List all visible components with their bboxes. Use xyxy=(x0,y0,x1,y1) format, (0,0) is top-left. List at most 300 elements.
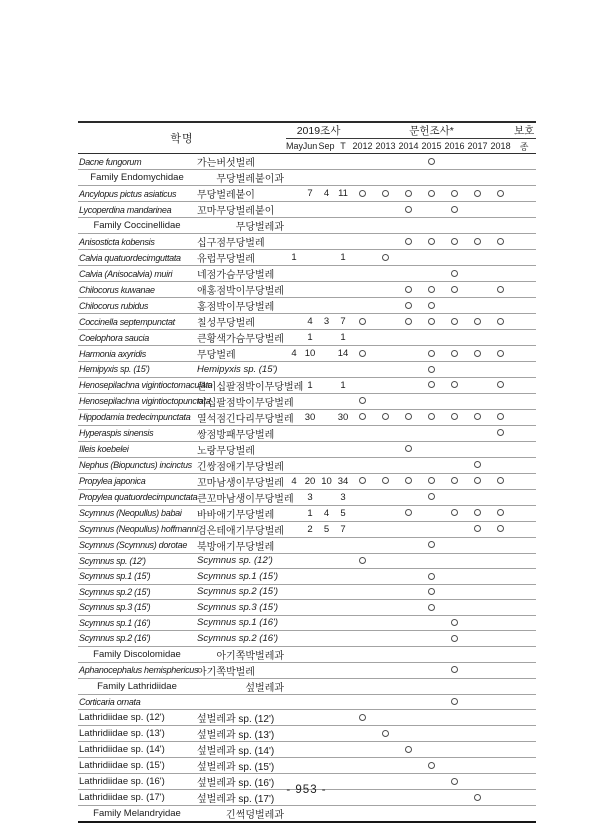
literature-year-2018 xyxy=(489,362,512,378)
literature-year-2018 xyxy=(489,726,512,742)
family-name: Family Coccinellidae xyxy=(78,218,195,234)
literature-year-2014 xyxy=(397,505,420,521)
count-jun xyxy=(302,393,318,409)
count-t xyxy=(335,425,351,441)
count-jun xyxy=(302,600,318,616)
count-may xyxy=(286,505,302,521)
literature-year-2017 xyxy=(466,393,489,409)
literature-year-2014 xyxy=(397,646,420,662)
literature-year-2015 xyxy=(420,742,443,758)
species-row xyxy=(78,505,536,521)
literature-year-2014 xyxy=(397,473,420,489)
presence-circle xyxy=(474,413,481,420)
literature-year-2015 xyxy=(420,646,443,662)
literature-year-2014 xyxy=(397,584,420,600)
literature-year-2012 xyxy=(351,202,374,218)
family-name: Family Endomychidae xyxy=(78,170,195,186)
literature-year-2013 xyxy=(374,600,397,616)
count-sep xyxy=(318,154,335,170)
literature-year-2016 xyxy=(443,631,466,647)
literature-year-2017 xyxy=(466,569,489,585)
literature-year-2016 xyxy=(443,584,466,600)
presence-circle xyxy=(428,541,435,548)
literature-year-2014 xyxy=(397,521,420,537)
literature-year-2017 xyxy=(466,806,489,823)
count-sep xyxy=(318,489,335,505)
count-may xyxy=(286,170,302,186)
count-may xyxy=(286,202,302,218)
korean-name: 긴썩덩벌레과 xyxy=(195,806,286,823)
species-row xyxy=(78,631,536,647)
literature-year-2014 xyxy=(397,631,420,647)
column-header-protected-top: 보호 xyxy=(512,122,536,139)
count-jun xyxy=(302,202,318,218)
count-may xyxy=(286,441,302,457)
literature-year-2014 xyxy=(397,202,420,218)
count-may xyxy=(286,600,302,616)
korean-name: 꼬마남생이무당벌레 xyxy=(195,473,286,489)
literature-year-2016 xyxy=(443,457,466,473)
count-jun: 1 xyxy=(302,377,318,393)
presence-circle xyxy=(405,302,412,309)
literature-year-2017 xyxy=(466,218,489,234)
species-row xyxy=(78,742,536,758)
literature-year-2016 xyxy=(443,694,466,710)
family-row xyxy=(78,646,536,662)
presence-circle xyxy=(428,588,435,595)
literature-year-2018 xyxy=(489,266,512,282)
count-t xyxy=(335,202,351,218)
literature-year-2017 xyxy=(466,186,489,202)
presence-circle xyxy=(428,762,435,769)
presence-circle xyxy=(428,366,435,373)
literature-year-2014 xyxy=(397,441,420,457)
literature-year-2012 xyxy=(351,362,374,378)
literature-year-2013 xyxy=(374,362,397,378)
scientific-name: Illeis koebelei xyxy=(78,441,195,457)
literature-year-2013 xyxy=(374,186,397,202)
species-row xyxy=(78,584,536,600)
literature-year-2013 xyxy=(374,662,397,678)
literature-year-2014 xyxy=(397,170,420,186)
literature-year-2017 xyxy=(466,409,489,425)
literature-year-2017 xyxy=(466,457,489,473)
literature-year-2013 xyxy=(374,631,397,647)
count-jun xyxy=(302,631,318,647)
species-row xyxy=(78,694,536,710)
presence-circle xyxy=(428,573,435,580)
korean-name: 섶벌레과 sp. (14') xyxy=(195,742,286,758)
count-sep xyxy=(318,694,335,710)
literature-year-2016 xyxy=(443,726,466,742)
scientific-name: Anisosticta kobensis xyxy=(78,234,195,250)
count-sep xyxy=(318,393,335,409)
literature-year-2013 xyxy=(374,726,397,742)
protected-species-cell xyxy=(512,678,536,694)
species-row xyxy=(78,473,536,489)
protected-species-cell xyxy=(512,186,536,202)
presence-circle xyxy=(497,350,504,357)
count-may xyxy=(286,154,302,170)
presence-circle xyxy=(474,318,481,325)
count-may xyxy=(286,234,302,250)
korean-name: Scymnus sp.2 (15') xyxy=(195,584,286,600)
protected-species-cell xyxy=(512,600,536,616)
count-sep xyxy=(318,646,335,662)
scientific-name: Scymnus sp. (12') xyxy=(78,553,195,569)
count-may xyxy=(286,330,302,346)
literature-year-2017 xyxy=(466,710,489,726)
count-jun xyxy=(302,553,318,569)
count-sep xyxy=(318,600,335,616)
literature-year-2013 xyxy=(374,694,397,710)
presence-circle xyxy=(474,477,481,484)
presence-circle xyxy=(474,461,481,468)
protected-species-cell xyxy=(512,662,536,678)
literature-year-2013 xyxy=(374,710,397,726)
literature-year-2018 xyxy=(489,631,512,647)
header-group-row xyxy=(78,122,536,139)
literature-year-2017 xyxy=(466,615,489,631)
literature-year-2012 xyxy=(351,473,374,489)
presence-circle xyxy=(405,413,412,420)
literature-year-2018 xyxy=(489,646,512,662)
presence-circle xyxy=(428,158,435,165)
literature-year-2016 xyxy=(443,154,466,170)
count-sep xyxy=(318,584,335,600)
literature-year-2015 xyxy=(420,202,443,218)
protected-species-cell xyxy=(512,282,536,298)
presence-circle xyxy=(405,190,412,197)
count-jun xyxy=(302,154,318,170)
literature-year-2017 xyxy=(466,170,489,186)
count-t: 1 xyxy=(335,250,351,266)
column-header-month-jun: Jun xyxy=(302,141,318,151)
korean-name: 노랑무당벌레 xyxy=(195,441,286,457)
count-sep: 4 xyxy=(318,505,335,521)
family-row xyxy=(78,170,536,186)
protected-species-cell xyxy=(512,569,536,585)
literature-year-2013 xyxy=(374,393,397,409)
scientific-name: Scymnus (Neopullus) babai xyxy=(78,505,195,521)
literature-year-2012 xyxy=(351,553,374,569)
count-may xyxy=(286,298,302,314)
literature-year-2016 xyxy=(443,202,466,218)
column-header-year-2012: 2012 xyxy=(352,141,373,151)
presence-circle xyxy=(382,730,389,737)
presence-circle xyxy=(474,509,481,516)
protected-species-cell xyxy=(512,473,536,489)
literature-year-2013 xyxy=(374,425,397,441)
family-name: Family Melandryidae xyxy=(78,806,195,823)
literature-year-2017 xyxy=(466,694,489,710)
presence-circle xyxy=(405,286,412,293)
presence-circle xyxy=(405,206,412,213)
count-may xyxy=(286,218,302,234)
count-jun: 4 xyxy=(302,314,318,330)
literature-year-2018 xyxy=(489,186,512,202)
literature-year-2016 xyxy=(443,346,466,362)
count-sep xyxy=(318,377,335,393)
literature-year-2012 xyxy=(351,600,374,616)
presence-circle xyxy=(451,666,458,673)
count-jun: 1 xyxy=(302,505,318,521)
literature-year-2014 xyxy=(397,393,420,409)
literature-year-2015 xyxy=(420,521,443,537)
count-t xyxy=(335,758,351,774)
scientific-name: Calvia (Anisocalvia) muiri xyxy=(78,266,195,282)
presence-circle xyxy=(359,477,366,484)
species-row xyxy=(78,282,536,298)
protected-species-cell xyxy=(512,234,536,250)
literature-year-2018 xyxy=(489,377,512,393)
literature-year-2015 xyxy=(420,489,443,505)
count-may xyxy=(286,615,302,631)
literature-year-2016 xyxy=(443,473,466,489)
literature-year-2012 xyxy=(351,505,374,521)
count-may xyxy=(286,806,302,823)
literature-year-2017 xyxy=(466,537,489,553)
literature-year-2018 xyxy=(489,489,512,505)
count-may xyxy=(286,537,302,553)
korean-name: 섶벌레과 sp. (15') xyxy=(195,758,286,774)
literature-year-2013 xyxy=(374,489,397,505)
literature-year-2012 xyxy=(351,441,374,457)
scientific-name: Scymnus (Neopullus) hoffmanni xyxy=(78,521,195,537)
count-t xyxy=(335,694,351,710)
count-t: 1 xyxy=(335,377,351,393)
count-jun xyxy=(302,758,318,774)
scientific-name: Scymnus sp.2 (15') xyxy=(78,584,195,600)
literature-year-2018 xyxy=(489,678,512,694)
literature-year-2018 xyxy=(489,250,512,266)
literature-year-2015 xyxy=(420,694,443,710)
presence-circle xyxy=(428,238,435,245)
scientific-name: Nephus (Biopunctus) incinctus xyxy=(78,457,195,473)
literature-year-2018 xyxy=(489,346,512,362)
korean-name: 가는버섯벌레 xyxy=(197,158,255,169)
count-t xyxy=(335,584,351,600)
korean-name: 검은테애기무당벌레 xyxy=(195,521,286,537)
literature-year-2017 xyxy=(466,662,489,678)
literature-year-2013 xyxy=(374,250,397,266)
presence-circle xyxy=(428,190,435,197)
literature-year-2012 xyxy=(351,678,374,694)
count-sep xyxy=(318,250,335,266)
scientific-name: Coelophora saucia xyxy=(78,330,195,346)
literature-year-2015 xyxy=(420,441,443,457)
literature-year-2013 xyxy=(374,266,397,282)
literature-year-2013 xyxy=(374,377,397,393)
literature-year-2017 xyxy=(466,425,489,441)
species-row xyxy=(78,409,536,425)
protected-species-cell xyxy=(512,646,536,662)
literature-year-2012 xyxy=(351,377,374,393)
column-header-protected-bottom: 종 xyxy=(519,141,529,152)
literature-year-2012 xyxy=(351,646,374,662)
literature-year-2015 xyxy=(420,600,443,616)
literature-year-2012 xyxy=(351,584,374,600)
presence-circle xyxy=(382,477,389,484)
count-t xyxy=(335,218,351,234)
count-may xyxy=(286,742,302,758)
presence-circle xyxy=(474,525,481,532)
literature-year-2018 xyxy=(489,154,512,170)
literature-year-2012 xyxy=(351,250,374,266)
count-may xyxy=(286,631,302,647)
species-row xyxy=(78,457,536,473)
literature-year-2018 xyxy=(489,314,512,330)
count-may xyxy=(286,710,302,726)
protected-species-cell xyxy=(512,710,536,726)
presence-circle xyxy=(382,413,389,420)
count-t: 7 xyxy=(335,521,351,537)
literature-year-2015 xyxy=(420,362,443,378)
species-row xyxy=(78,393,536,409)
protected-species-cell xyxy=(512,758,536,774)
korean-name: 큰황색가슴무당벌레 xyxy=(195,330,286,346)
count-may xyxy=(286,662,302,678)
literature-year-2012 xyxy=(351,662,374,678)
count-jun: 3 xyxy=(302,489,318,505)
literature-year-2018 xyxy=(489,234,512,250)
count-sep xyxy=(318,615,335,631)
literature-year-2012 xyxy=(351,521,374,537)
count-may xyxy=(286,425,302,441)
presence-circle xyxy=(474,190,481,197)
table-body xyxy=(78,154,536,823)
count-may xyxy=(286,521,302,537)
scientific-name: Lathridiidae sp. (16') xyxy=(78,774,195,790)
protected-species-cell xyxy=(512,694,536,710)
species-row xyxy=(78,615,536,631)
scientific-name: Hemipyxis sp. (15') xyxy=(78,362,195,378)
scientific-name: Aphanocephalus hemisphericus xyxy=(78,662,195,678)
count-sep xyxy=(318,569,335,585)
literature-year-2016 xyxy=(443,330,466,346)
presence-circle xyxy=(428,318,435,325)
literature-year-2013 xyxy=(374,409,397,425)
count-t xyxy=(335,662,351,678)
count-jun xyxy=(302,457,318,473)
count-may xyxy=(286,726,302,742)
species-survey-table xyxy=(78,121,536,823)
literature-year-2017 xyxy=(466,646,489,662)
literature-year-2017 xyxy=(466,282,489,298)
korean-name: 큰꼬마남생이무당벌레 xyxy=(195,489,286,505)
literature-year-2017 xyxy=(466,330,489,346)
literature-year-2016 xyxy=(443,615,466,631)
presence-circle xyxy=(451,413,458,420)
literature-year-2018 xyxy=(489,170,512,186)
literature-year-2015 xyxy=(420,806,443,823)
literature-year-2014 xyxy=(397,234,420,250)
literature-year-2013 xyxy=(374,537,397,553)
count-t xyxy=(335,742,351,758)
count-sep xyxy=(318,298,335,314)
count-jun: 30 xyxy=(302,409,318,425)
literature-year-2013 xyxy=(374,154,397,170)
species-row xyxy=(78,710,536,726)
literature-year-2013 xyxy=(374,314,397,330)
literature-year-2018 xyxy=(489,202,512,218)
literature-year-2012 xyxy=(351,569,374,585)
protected-species-cell xyxy=(512,393,536,409)
count-jun: 7 xyxy=(302,186,318,202)
scientific-name: Lathridiidae sp. (12') xyxy=(78,710,195,726)
literature-year-2015 xyxy=(420,186,443,202)
literature-year-2014 xyxy=(397,154,420,170)
literature-year-2016 xyxy=(443,758,466,774)
literature-year-2016 xyxy=(443,521,466,537)
literature-year-2015 xyxy=(420,710,443,726)
presence-circle xyxy=(359,714,366,721)
literature-year-2017 xyxy=(466,441,489,457)
literature-year-2018 xyxy=(489,457,512,473)
korean-name: 애홍점박이무당벌레 xyxy=(195,282,286,298)
literature-year-2012 xyxy=(351,170,374,186)
presence-circle xyxy=(405,509,412,516)
literature-year-2014 xyxy=(397,758,420,774)
family-name: Family Discolomidae xyxy=(78,646,195,662)
protected-species-cell xyxy=(512,298,536,314)
presence-circle xyxy=(497,525,504,532)
literature-year-2016 xyxy=(443,170,466,186)
count-t xyxy=(335,615,351,631)
count-t xyxy=(335,806,351,823)
presence-circle xyxy=(497,286,504,293)
presence-circle xyxy=(428,493,435,500)
literature-year-2013 xyxy=(374,678,397,694)
protected-species-cell xyxy=(512,806,536,823)
literature-year-2016 xyxy=(443,742,466,758)
literature-year-2015 xyxy=(420,409,443,425)
count-sep xyxy=(318,806,335,823)
korean-name: 바바애기무당벌레 xyxy=(195,505,286,521)
scientific-name: Lathridiidae sp. (13') xyxy=(78,726,195,742)
literature-year-2012 xyxy=(351,393,374,409)
literature-year-2015 xyxy=(420,250,443,266)
literature-year-2018 xyxy=(489,425,512,441)
literature-year-2013 xyxy=(374,615,397,631)
count-sep xyxy=(318,631,335,647)
presence-circle xyxy=(405,746,412,753)
literature-year-2018 xyxy=(489,409,512,425)
presence-circle xyxy=(497,190,504,197)
species-row xyxy=(78,662,536,678)
literature-year-2015 xyxy=(420,393,443,409)
count-sep xyxy=(318,710,335,726)
literature-year-2015 xyxy=(420,218,443,234)
scientific-name: Propylea japonica xyxy=(78,473,195,489)
count-sep xyxy=(318,409,335,425)
protected-species-cell xyxy=(512,218,536,234)
protected-species-cell xyxy=(512,584,536,600)
literature-year-2015 xyxy=(420,662,443,678)
literature-year-2018 xyxy=(489,282,512,298)
count-jun xyxy=(302,362,318,378)
literature-year-2017 xyxy=(466,362,489,378)
literature-year-2018 xyxy=(489,662,512,678)
literature-year-2016 xyxy=(443,600,466,616)
literature-year-2017 xyxy=(466,505,489,521)
literature-year-2014 xyxy=(397,694,420,710)
count-jun xyxy=(302,266,318,282)
literature-year-2017 xyxy=(466,584,489,600)
species-row xyxy=(78,441,536,457)
korean-name: 쌍점방패무당벌레 xyxy=(195,425,286,441)
count-t xyxy=(335,600,351,616)
